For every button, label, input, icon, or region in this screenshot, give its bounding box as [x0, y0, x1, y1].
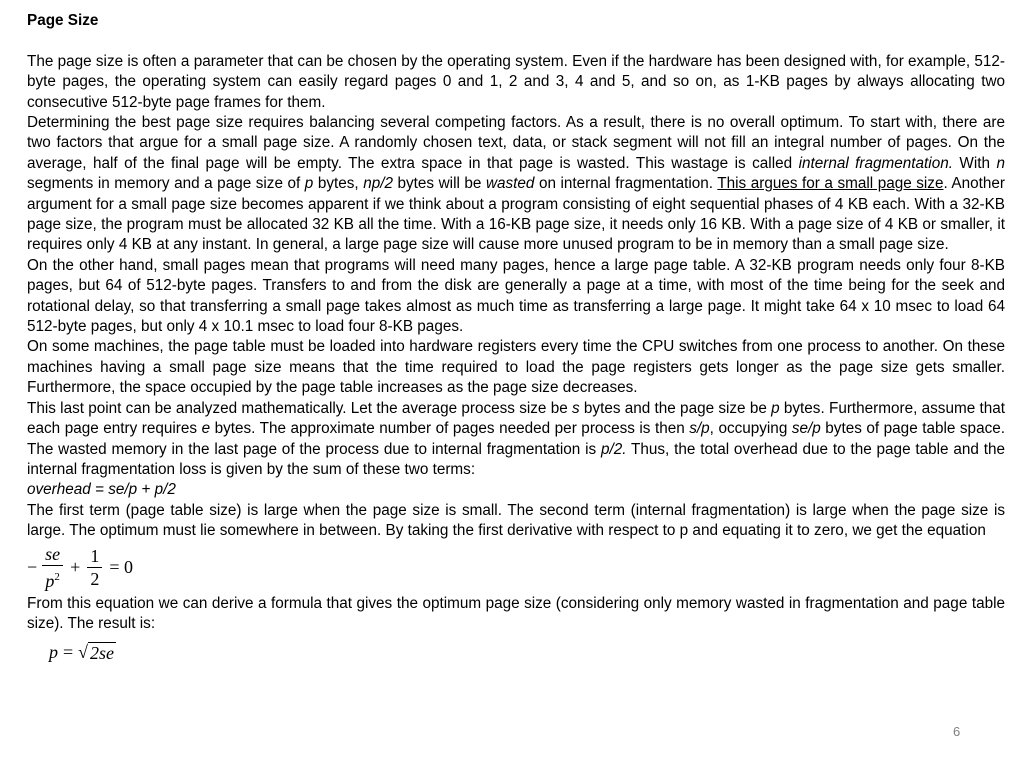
equals-zero: = 0: [109, 557, 133, 578]
spacer: [27, 31, 1005, 51]
paragraph-math-analysis: [27, 399, 1005, 481]
fraction-denominator: 2: [90, 569, 100, 590]
term-internal-fragmentation: internal fragmentation.: [798, 154, 953, 172]
text-run: bytes of page table space. The wasted memory in the last page of the process due to internal fragmentation is: [27, 420, 1005, 458]
optimum-page-size-equation: [27, 634, 1005, 670]
var-e: e: [201, 420, 211, 438]
paragraph-derivative: The first term (page table size) is large when the page size is small. The second term (internal fragmentation) is large when the page size is large. The optimum must lie somewhere in between. By taking the first derivative with respect to p and equating it to zero, we get the equation: [27, 501, 1005, 540]
page-title: Page Size: [27, 12, 99, 29]
text-run: bytes. Furthermore, assume that each page entry requires: [27, 399, 1005, 438]
text-run: bytes. The approximate number of pages needed per process is then: [210, 420, 690, 438]
page-number: 6: [953, 724, 961, 739]
fraction-one-half: [87, 546, 102, 589]
text-run: on internal fragmentation.: [534, 175, 718, 193]
expr-p-over-2: p/2.: [600, 440, 627, 458]
radicand: 2se: [90, 642, 115, 663]
expr-np2: np/2: [363, 175, 393, 193]
expr-s-over-p: s/p: [689, 420, 710, 438]
text-run: Determining the best page size requires balancing several competing factors. As a result, there is no overall optimum. To start with, there are two factors that argue for a small page size. A randomly chosen text, data, or stack segment will not fill an integral number of pages. On the average, half of the final page will be empty. The extra space in that page is wasted. This wastage is called: [27, 114, 1005, 172]
derivative-equation: [27, 542, 1005, 594]
radical-sign: √: [78, 641, 89, 662]
paragraph-result: From this equation we can derive a formula that gives the optimum page size (considering only memory wasted in fragmentation and page table size). The result is:: [27, 594, 1005, 632]
fraction-se-over-p2: [42, 544, 63, 591]
var-p: p: [304, 175, 314, 193]
paragraph-small-page-factors: [27, 113, 1005, 256]
equals-sign: =: [63, 642, 74, 663]
fraction-numerator: 1: [87, 546, 102, 568]
text-run: bytes will be: [392, 175, 486, 193]
overhead-formula: [27, 480, 1005, 500]
square-root: [78, 642, 116, 663]
underlined-conclusion: This argues for a small page size: [717, 175, 944, 193]
expr-se-over-p: se/p: [791, 420, 821, 438]
exponent: 2: [54, 571, 60, 584]
text-run: With: [952, 154, 997, 172]
slide-content: [27, 11, 1005, 670]
overhead-formula-text: overhead = se/p + p/2: [27, 481, 176, 499]
text-run: Thus, the total overhead due to the page table and the internal fragmentation loss is given by the sum of these two terms:: [27, 440, 1005, 478]
paragraph-intro: The page size is often a parameter that can be chosen by the operating system. Even if the hardware has been designed with, for example, 512-byte pages, the operating system can easily regard pages 0 and 1, 2 and 3, 4 and 5, and so on, as 1-KB pages by always allocating two consecutive 512-byte page frames for them.: [27, 52, 1005, 111]
paragraph-large-page-factors: On the other hand, small pages mean that programs will need many pages, hence a large page table. A 32-KB program needs only four 8-KB pages, but 64 of 512-byte pages. Transfers to and from the disk are generally a page at a time, with most of the time being for the seek and rotational delay, so that transferring a small page takes almost as much time as transferring a large page. It might take 64 x 10 msec to load 64 512-byte pages, but only 4 x 10.1 msec to load four 8-KB pages.: [27, 256, 1005, 336]
text-run: bytes,: [313, 175, 364, 193]
fraction-denominator: [42, 566, 63, 591]
text-run: . Another argument for a small page size becomes apparent if we think about a program consisting of eight sequential phases of 4 KB each. With a 32-KB page size, the program must be allocated 32 KB all the time. With a 16-KB page size, it needs only 16 KB. With a page size of 4 KB or smaller, it requires only 4 KB at any instant. In general, a large page size will cause more unused program to be in memory than a small page size.: [27, 175, 1005, 254]
var-s: s: [571, 399, 580, 417]
text-run: This last point can be analyzed mathematically. Let the average process size be: [27, 399, 572, 417]
lhs-p: p: [49, 642, 58, 663]
minus-sign: −: [27, 557, 38, 578]
var-n: n: [996, 154, 1005, 172]
text-run: segments in memory and a page size of: [27, 175, 305, 193]
fraction-numerator: se: [42, 544, 63, 566]
text-run: , occupying: [709, 420, 792, 438]
paragraph-page-registers: On some machines, the page table must be loaded into hardware registers every time the CPU switches from one process to another. On these machines having a small page size means that the time required to load the page registers gets longer as the page size gets smaller. Furthermore, the space occupied by the page table increases as the page size decreases.: [27, 338, 1005, 397]
var-p: p: [771, 399, 780, 417]
plus-sign: +: [70, 557, 81, 578]
text-run: bytes and the page size be: [579, 399, 772, 417]
denominator-p: p: [45, 571, 55, 592]
term-wasted: wasted: [485, 175, 535, 193]
